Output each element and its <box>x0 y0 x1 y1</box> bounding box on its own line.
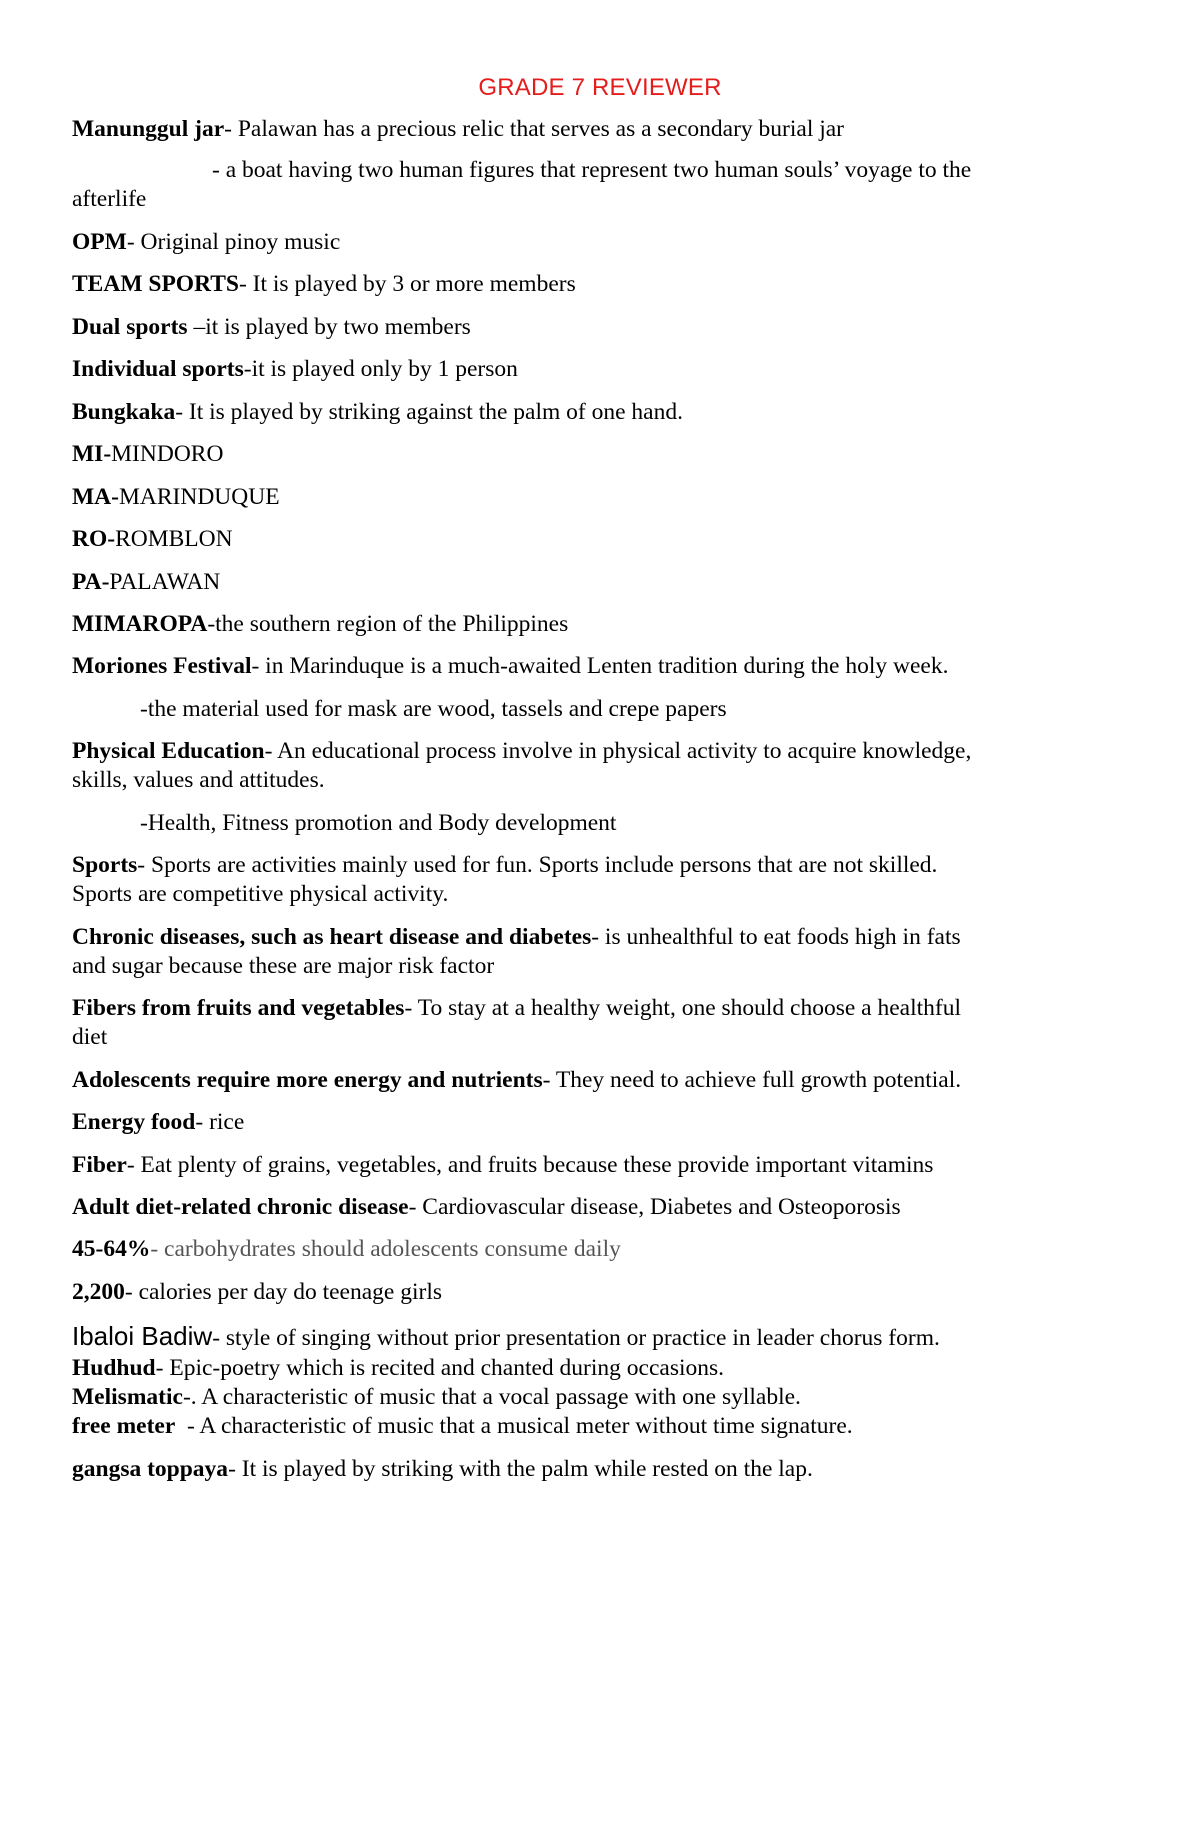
entry-definition: -. A characteristic of music that a vocal passage with one syllable. <box>182 1384 801 1410</box>
entry-term: Hudhud <box>72 1355 156 1381</box>
entry-definition: - carbohydrates should adolescents consume daily <box>150 1236 621 1262</box>
entry-continuation <box>72 763 1132 797</box>
entry-definition: –it is played by two members <box>187 314 471 340</box>
entry-term: Dual sports <box>72 314 188 340</box>
entry-definition: -the material used for mask are wood, tassels and crepe papers <box>140 696 727 722</box>
entry-definition: - They need to achieve full growth potential. <box>542 1067 962 1093</box>
entry-term: Physical Education <box>72 738 265 764</box>
entry-term: Sports <box>72 852 138 878</box>
entry-term: 2,200 <box>72 1279 125 1305</box>
entry-definition: skills, values and attitudes. <box>72 767 325 793</box>
entry-term: Manunggul jar <box>72 116 225 142</box>
entry-definition: MARINDUQUE <box>118 484 280 510</box>
entry-term: Energy food <box>72 1109 196 1135</box>
page-title: GRADE 7 REVIEWER <box>478 74 722 101</box>
entry-definition: - Cardiovascular disease, Diabetes and Osteoporosis <box>408 1194 901 1220</box>
entry-continuation <box>140 806 1200 840</box>
entry-term: MIMAROPA <box>72 611 208 637</box>
entry-adolescents <box>72 1063 1132 1097</box>
entry-definition: - Original pinoy music <box>126 229 341 255</box>
entry-adult-diet-disease <box>72 1190 1132 1224</box>
entry-ibaloi-badiw <box>72 1319 1132 1355</box>
entry-term: 45-64% <box>72 1236 151 1262</box>
entry-definition: - in Marinduque is a much-awaited Lenten tradition during the holy week. <box>251 653 949 679</box>
entry-carbohydrates <box>72 1232 1132 1266</box>
entry-term: Ibaloi Badiw <box>72 1321 213 1351</box>
entry-term: Chronic diseases, such as heart disease and diabetes <box>72 924 592 950</box>
entry-definition: - is unhealthful to eat foods high in fats <box>591 924 961 950</box>
entry-definition: PALAWAN <box>109 569 221 595</box>
entry-free-meter <box>72 1409 1132 1443</box>
entry-individual-sports <box>72 352 1132 386</box>
entry-definition: - It is played by 3 or more members <box>238 271 576 297</box>
entry-definition: and sugar because these are major risk factor <box>72 953 495 979</box>
entry-bungkaka <box>72 395 1132 429</box>
entry-term: Bungkaka <box>72 399 176 425</box>
entry-definition: - style of singing without prior presentation or practice in leader chorus form. <box>212 1325 940 1351</box>
entry-definition: - Eat plenty of grains, vegetables, and fruits because these provide important vitamins <box>126 1152 934 1178</box>
entry-mimaropa <box>72 607 1132 641</box>
entry-definition: - A characteristic of music that a musical meter without time signature. <box>175 1413 853 1439</box>
entry-definition: - It is played by striking with the palm while rested on the lap. <box>228 1456 813 1482</box>
entry-term: PA- <box>72 569 110 595</box>
entry-definition: - Palawan has a precious relic that serves as a secondary burial jar <box>224 116 845 142</box>
entry-definition: - It is played by striking against the palm of one hand. <box>175 399 683 425</box>
entry-mi <box>72 437 1132 471</box>
entry-definition: - rice <box>195 1109 245 1135</box>
entry-gangsa-toppaya <box>72 1452 1132 1486</box>
entry-term: TEAM SPORTS <box>72 271 239 297</box>
entry-definition: Sports are competitive physical activity. <box>72 881 449 907</box>
entry-term: MA- <box>72 484 119 510</box>
entry-continuation <box>72 182 1132 216</box>
entry-ma <box>72 480 1132 514</box>
entry-dual-sports <box>72 310 1132 344</box>
entry-definition: afterlife <box>72 186 147 212</box>
entry-term: Moriones Festival <box>72 653 252 679</box>
entry-term: Individual sports <box>72 356 244 382</box>
entry-manunggul-jar <box>72 112 1132 146</box>
entry-definition: - calories per day do teenage girls <box>124 1279 442 1305</box>
entry-definition: -it is played only by 1 person <box>243 356 518 382</box>
entry-term: free meter <box>72 1413 176 1439</box>
entry-opm <box>72 225 1132 259</box>
entry-definition: MINDORO <box>111 441 224 467</box>
entry-term: RO- <box>72 526 116 552</box>
entry-energy-food <box>72 1105 1132 1139</box>
entry-term: Fiber <box>72 1152 127 1178</box>
entry-definition: -the southern region of the Philippines <box>207 611 569 637</box>
entry-term: gangsa toppaya <box>72 1456 229 1482</box>
entry-definition: - a boat having two human figures that represent two human souls’ voyage to the <box>212 157 972 183</box>
entry-fiber <box>72 1148 1132 1182</box>
entry-continuation <box>72 949 1132 983</box>
entry-definition: - To stay at a healthy weight, one should choose a healthful <box>404 995 962 1021</box>
entry-continuation <box>140 692 1200 726</box>
entry-continuation <box>72 1020 1132 1054</box>
entry-definition: - An educational process involve in physical activity to acquire knowledge, <box>264 738 972 764</box>
entry-term: MI- <box>72 441 112 467</box>
entry-definition: ROMBLON <box>115 526 233 552</box>
entry-continuation <box>72 877 1132 911</box>
entry-definition: - Epic-poetry which is recited and chanted during occasions. <box>155 1355 725 1381</box>
entry-term: Melismatic <box>72 1384 183 1410</box>
entry-term: OPM <box>72 229 127 255</box>
entry-ro <box>72 522 1132 556</box>
entry-definition: diet <box>72 1024 108 1050</box>
entry-term: Adult diet-related chronic disease <box>72 1194 409 1220</box>
entry-definition: -Health, Fitness promotion and Body development <box>140 810 617 836</box>
entry-term: Adolescents require more energy and nutrients <box>72 1067 543 1093</box>
entry-calories <box>72 1275 1132 1309</box>
entry-pa <box>72 565 1132 599</box>
entry-moriones-festival <box>72 649 1132 683</box>
entry-term: Fibers from fruits and vegetables <box>72 995 405 1021</box>
entry-definition: - Sports are activities mainly used for fun. Sports include persons that are not skilled. <box>137 852 938 878</box>
entry-team-sports <box>72 267 1132 301</box>
